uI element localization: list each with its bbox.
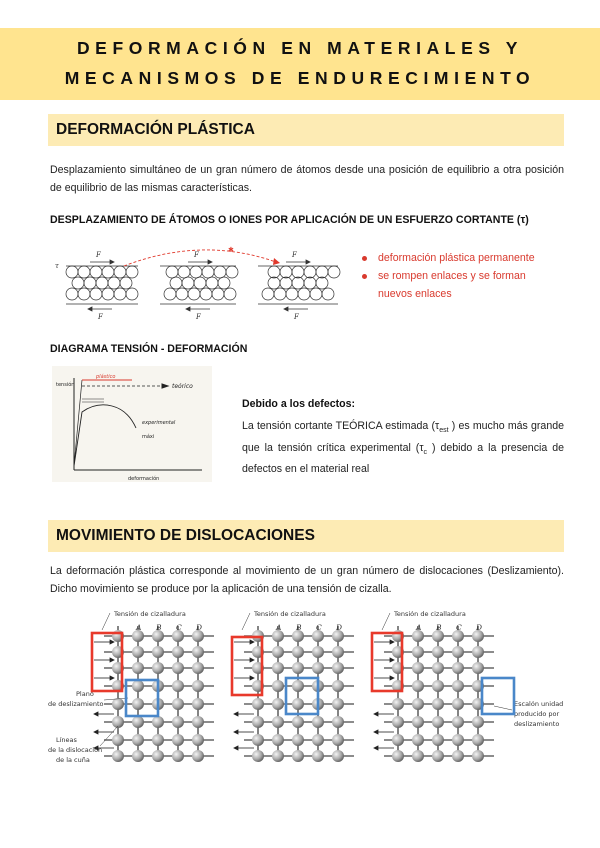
section-heading-text: MOVIMIENTO DE DISLOCACIONES bbox=[56, 527, 315, 544]
bullet-dot bbox=[362, 274, 367, 279]
column-label: B bbox=[436, 623, 442, 632]
shear-subheading: DESPLAZAMIENTO DE ÁTOMOS O IONES POR APLICACIÓN DE UN ESFUERZO CORTANTE (τ) bbox=[50, 214, 529, 226]
defects-text-part: ) es mucho más grande que la tensión crítica experimental (τ bbox=[242, 420, 565, 454]
dislocation-lattice-figure bbox=[48, 606, 568, 772]
force-label: F bbox=[194, 251, 199, 259]
force-label: F bbox=[196, 313, 201, 321]
force-label: F bbox=[98, 313, 103, 321]
column-label: A bbox=[136, 623, 142, 632]
force-label: F bbox=[292, 251, 297, 259]
graph-y-label: tensión bbox=[56, 382, 75, 388]
defects-text bbox=[242, 418, 564, 479]
dislocations-intro-text: La deformación plástica corresponde al movimiento de un gran número de dislocaciones (Deslizamiento). Dicho movimiento se produce por la aplicación de una tensión de cizalla. bbox=[50, 565, 564, 595]
defects-text-part: ) debido a la presencia de defectos en el material real bbox=[242, 441, 564, 476]
bullet-item: deformación plástica permanente bbox=[378, 252, 535, 264]
plane-label-2: de deslizamiento bbox=[48, 700, 104, 708]
defects-title: Debido a los defectos: bbox=[242, 398, 356, 410]
column-label: C bbox=[176, 623, 182, 632]
bullet-dot bbox=[362, 256, 367, 261]
shear-label: Tensión de cizalladura bbox=[114, 610, 186, 618]
title-line-1: DEFORMACIÓN EN MATERIALES Y bbox=[76, 38, 524, 58]
bullet-item: se rompen enlaces y se forman bbox=[378, 270, 526, 282]
graph-x-label: deformación bbox=[128, 476, 160, 482]
plastic-intro-text: Desplazamiento simultáneo de un gran número de átomos desde una posición de equilibrio a otra posición de equilibrio de las mismas características. bbox=[50, 164, 564, 194]
section-heading-dislocations bbox=[48, 520, 564, 552]
shear-label: Tensión de cizalladura bbox=[254, 610, 326, 618]
column-label: D bbox=[196, 623, 203, 632]
graph-theoretical-label: teórico bbox=[172, 383, 193, 390]
plane-label-1: Plano bbox=[76, 690, 94, 698]
dislocation-box bbox=[482, 678, 514, 714]
force-label: F bbox=[96, 251, 101, 259]
column-label: A bbox=[416, 623, 422, 632]
section-heading-text: DEFORMACIÓN PLÁSTICA bbox=[56, 121, 255, 138]
graph-experimental-label: experimental bbox=[142, 420, 176, 426]
tau-est-subscript: est bbox=[439, 427, 449, 435]
section-heading-plastic bbox=[48, 114, 564, 146]
step-label-1: Escalón unidad bbox=[514, 700, 564, 708]
tau-c-subscript: c bbox=[423, 448, 428, 456]
tau-label: τ bbox=[55, 262, 59, 270]
graph-real-label: plástico bbox=[96, 374, 116, 380]
column-label: D bbox=[476, 623, 483, 632]
column-label: A bbox=[276, 623, 282, 632]
svg-text:✱: ✱ bbox=[228, 246, 234, 254]
column-label: C bbox=[316, 623, 322, 632]
graph-max-label: máxi bbox=[142, 434, 155, 440]
column-label: B bbox=[296, 623, 302, 632]
stress-strain-subheading: DIAGRAMA TENSIÓN - DEFORMACIÓN bbox=[50, 343, 248, 355]
stress-strain-graph bbox=[52, 366, 212, 482]
column-label: C bbox=[456, 623, 462, 632]
title-banner bbox=[0, 28, 600, 100]
lines-label-1: Líneas bbox=[56, 736, 77, 744]
title-line-2: MECANISMOS DE ENDURECIMIENTO bbox=[64, 68, 536, 88]
shear-label: Tensión de cizalladura bbox=[394, 610, 466, 618]
force-label: F bbox=[294, 313, 299, 321]
bullet-item-continued: nuevos enlaces bbox=[378, 288, 452, 300]
atom-shear-diagram bbox=[52, 242, 344, 322]
step-label-2: producido por bbox=[514, 710, 560, 718]
column-label: D bbox=[336, 623, 343, 632]
defects-text-part: La tensión cortante TEÓRICA estimada (τ bbox=[242, 420, 440, 432]
step-label-3: deslizamiento bbox=[514, 720, 560, 728]
lines-label-2: de la dislocación bbox=[48, 746, 103, 754]
lines-label-3: de la cuña bbox=[56, 756, 90, 764]
column-label: B bbox=[156, 623, 162, 632]
